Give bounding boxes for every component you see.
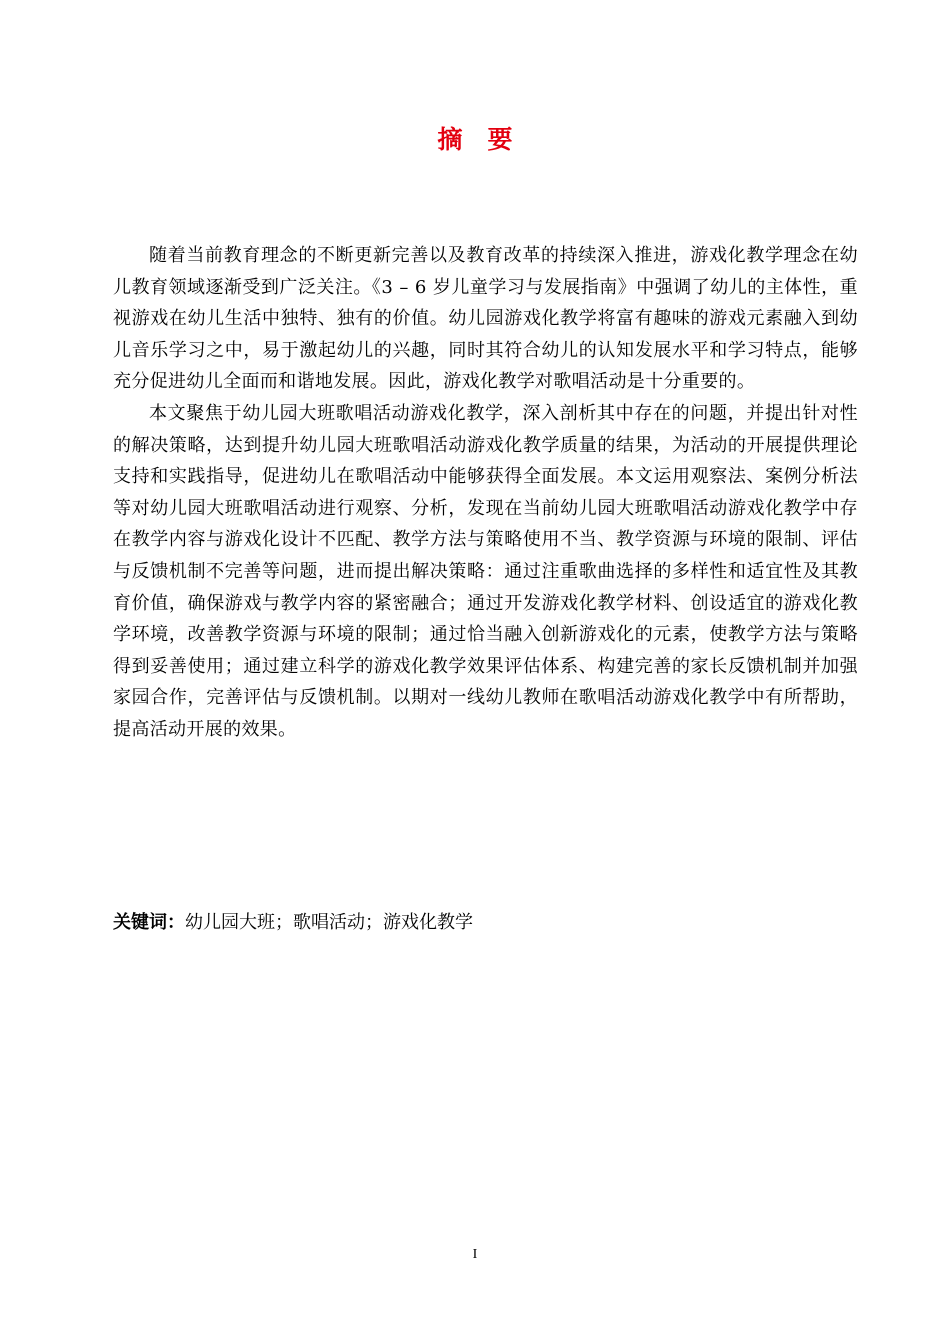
page-number: I: [472, 1247, 478, 1262]
abstract-title: [0, 122, 950, 158]
keywords-value: 幼儿园大班；歌唱活动；游戏化教学: [185, 912, 473, 933]
keywords-label: 关键词：: [113, 912, 185, 933]
abstract-title-char-2: 要: [487, 125, 513, 154]
abstract-paragraph-1: 随着当前教育理念的不断更新完善以及教育改革的持续深入推进，游戏化教学理念在幼儿教育领域逐渐受到广泛关注。《3 – 6 岁儿童学习与发展指南》中强调了幼儿的主体性，重视游戏在幼儿生活中独特、独有的价值。幼儿园游戏化教学将富有趣味的游戏元素融入到幼儿音乐学习之中，易于激起幼儿的兴趣，同时其符合幼儿的认知发展水平和学习特点，能够充分促进幼儿全面而和谐地发展。因此，游戏化教学对歌唱活动是十分重要的。: [113, 245, 858, 393]
keywords-line: [113, 907, 858, 938]
abstract-paragraph-2: 本文聚焦于幼儿园大班歌唱活动游戏化教学，深入剖析其中存在的问题，并提出针对性的解决策略，达到提升幼儿园大班歌唱活动游戏化教学质量的结果，为活动的开展提供理论支持和实践指导，促进幼儿在歌唱活动中能够获得全面发展。本文运用观察法、案例分析法等对幼儿园大班歌唱活动进行观察、分析，发现在当前幼儿园大班歌唱活动游戏化教学中存在教学内容与游戏化设计不匹配、教学方法与策略使用不当、教学资源与环境的限制、评估与反馈机制不完善等问题，进而提出解决策略：通过注重歌曲选择的多样性和适宜性及其教育价值，确保游戏与教学内容的紧密融合；通过开发游戏化教学材料、创设适宜的游戏化教学环境，改善教学资源与环境的限制；通过恰当融入创新游戏化的元素，使教学方法与策略得到妥善使用；通过建立科学的游戏化教学效果评估体系、构建完善的家长反馈机制并加强家园合作，完善评估与反馈机制。以期对一线幼儿教师在歌唱活动游戏化教学中有所帮助，提高活动开展的效果。: [113, 402, 858, 740]
abstract-body: [113, 240, 858, 746]
abstract-title-char-1: 摘: [437, 125, 463, 154]
